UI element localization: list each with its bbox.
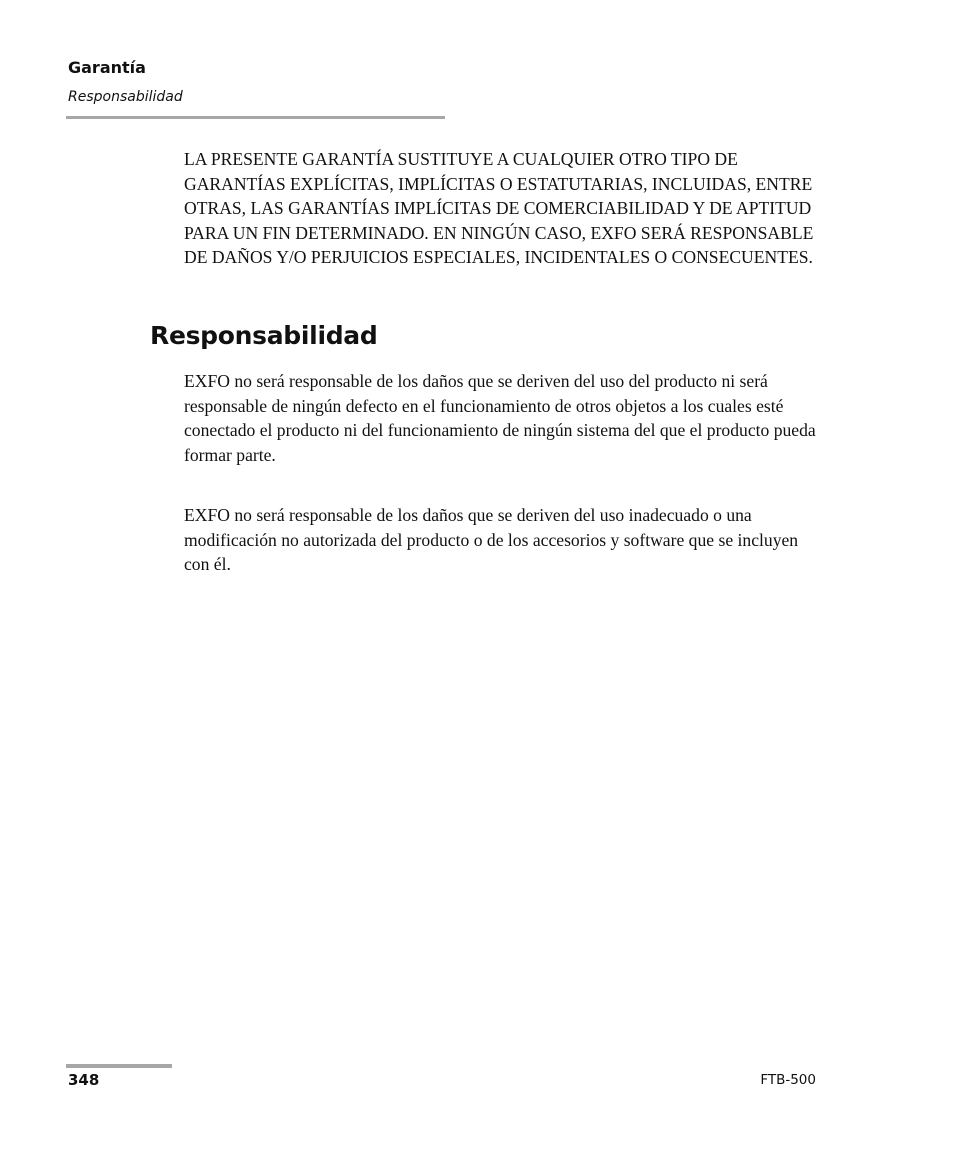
liability-paragraph-2: EXFO no será responsable de los daños que se deriven del uso inadecuado o una modificación no autorizada del producto o de los accesorios y software que se incluyen con él. [184, 505, 799, 575]
footer-divider [66, 1064, 172, 1068]
header-divider [66, 116, 445, 119]
product-name: FTB-500 [760, 1072, 816, 1088]
liability-paragraph-1: EXFO no será responsable de los daños que se deriven del uso del producto ni será responsable de ningún defecto en el funcionamiento de otros objetos a los cuales esté conectado el producto ni del funcionamiento de ningún sistema del que el producto pueda formar parte. [184, 371, 816, 465]
warranty-disclaimer-text: LA PRESENTE GARANTÍA SUSTITUYE A CUALQUIER OTRO TIPO DE GARANTÍAS EXPLÍCITAS, IMPLÍCITAS O ESTATUTARIAS, INCLUIDAS, ENTRE OTRAS, LAS GARANTÍAS IMPLÍCITAS DE COMERCIABILIDAD Y DE APTITUD PARA UN FIN DETERMINADO. EN NINGÚN CASO, EXFO SERÁ RESPONSABLE DE DAÑOS Y/O PERJUICIOS ESPECIALES, INCIDENTALES O CONSECUENTES. [184, 149, 814, 268]
page-number: 348 [68, 1071, 100, 1089]
running-header-chapter: Garantía [68, 58, 146, 77]
section-heading: Responsabilidad [150, 321, 378, 350]
running-header-section: Responsabilidad [68, 89, 183, 105]
